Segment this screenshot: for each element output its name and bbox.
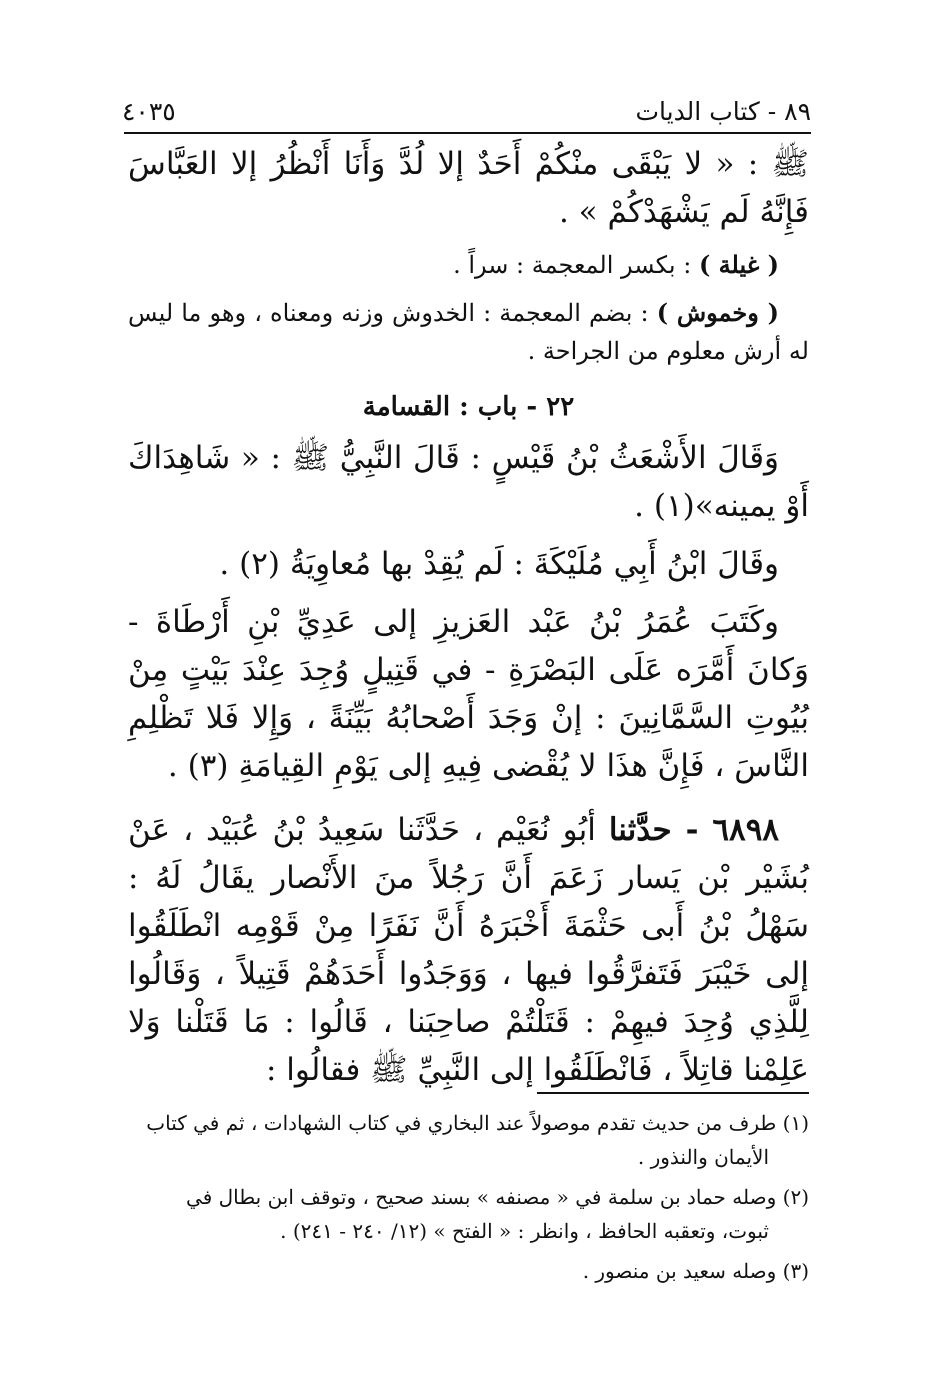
footnote-1 (126, 1106, 809, 1174)
chapter-heading: ٢٢ - باب : القسامة (362, 392, 575, 422)
gloss-definition: : بكسر المعجمة : سراً . (453, 251, 699, 279)
footnote-1-line-1: (١) طرف من حديث تقدم موصولاً عند البخاري في كتاب الشهادات ، ثم في كتاب (146, 1111, 809, 1135)
page-number: ٤٠٣٥ (122, 97, 176, 126)
gloss-term: ( وخموش ) (656, 298, 779, 327)
ashath-paragraph: وَقَالَ الأَشْعَثُ بْنُ قَيْسٍ : قَالَ النَّبِيُّ ﷺ : « شَاهِدَاكَ أَوْ يمينه»(١) . (128, 440, 809, 524)
footnote-2 (126, 1180, 809, 1248)
chapter-title: ٨٩ - كتاب الديات (635, 97, 811, 126)
gloss-khumush (128, 294, 809, 370)
gloss-ghila (128, 246, 809, 284)
footnote-1-line-2: الأيمان والنذور . (637, 1145, 769, 1169)
hadith-number: ٦٨٩٨ - حدَّثنا (608, 812, 779, 848)
hadith-ending-paragraph: ﷺ : « لا يَبْقَى منْكُمْ أَحَدٌ إلا لُدَّ وَأَنَا أَنْظُرُ إلا العَبَّاسَ فَإِنَّهُ لَم يَشْهَدْكُمْ » . (128, 146, 809, 230)
gloss-term: ( غيلة ) (698, 250, 779, 279)
footnote-2-line-2: ثبوت، وتعقبه الحافظ ، وانظر : « الفتح » (١٢/ ٢٤٠ - ٢٤١) . (280, 1219, 769, 1243)
footnote-3 (126, 1254, 809, 1288)
hadith-6898-paragraph (128, 806, 809, 1094)
footnotes (126, 1106, 809, 1294)
ibn-abi-mulayka-paragraph: وقَالَ ابْنُ أَبِي مُلَيْكَةَ : لَم يُقِدْ بها مُعاوِيَةُ (٢) . (219, 546, 779, 582)
footnote-divider (537, 1092, 809, 1094)
footnote-3-line-1: (٣) وصله سعيد بن منصور . (582, 1259, 809, 1283)
hadith-text: أبُو نُعَيْم ، حَدَّثَنا سَعِيدُ بْنُ عُبَيْد ، عَنْ بُشَيْر بْن يَسار زَعَمَ أَنَّ رَجُلاً منَ الأَنْصار يقَالُ لَهُ : سَهْلُ بْنُ أَبى حَثْمَةَ أَخْبَرَهُ أَنَّ نَفَرًا مِنْ قَوْمِه انْطَلَقُوا إلى خَيْبَرَ فَتَفرَّقُوا فيها ، وَوَجَدُوا أَحَدَهُمْ قَتِيلاً ، وَقَالُوا لِلَّذِي وُجِدَ فيهِمْ : قَتَلْتُمْ صاحِبَنا ، قَالُوا : مَا قَتَلْنا وَلا عَلِمْنا قاتِلاً ، فَانْطَلَقُوا إلى النَّبِيِّ ﷺ فقالُوا : (128, 812, 809, 1088)
umar-letter-paragraph: وكَتَبَ عُمَرُ بْنُ عَبْد العَزيزِ إلى عَدِيِّ بْنِ أَرْطَاةَ - وَكانَ أَمَّرَه عَلَى البَصْرَةِ - في قَتِيلٍ وُجِدَ عِنْدَ بَيْتٍ مِنْ بُيُوتِ السَّمَّانِينَ : إنْ وَجَدَ أَصْحابُهُ بَيِّنَةً ، وَإِلا فَلا تَظْلِمِ النَّاسَ ، فَإِنَّ هذَا لا يُقْضى فِيهِ إلى يَوْمِ القِيامَةِ (٣) . (128, 604, 809, 784)
page-header (122, 80, 811, 126)
header-divider (124, 132, 811, 134)
gloss-definition: : بضم المعجمة : الخدوش وزنه ومعناه ، وهو ما ليس له أرش معلوم من الجراحة . (128, 299, 809, 365)
footnote-2-line-1: (٢) وصله حماد بن سلمة في « مصنفه » بسند صحيح ، وتوقف ابن بطال في (186, 1185, 809, 1209)
main-text (128, 140, 809, 1094)
